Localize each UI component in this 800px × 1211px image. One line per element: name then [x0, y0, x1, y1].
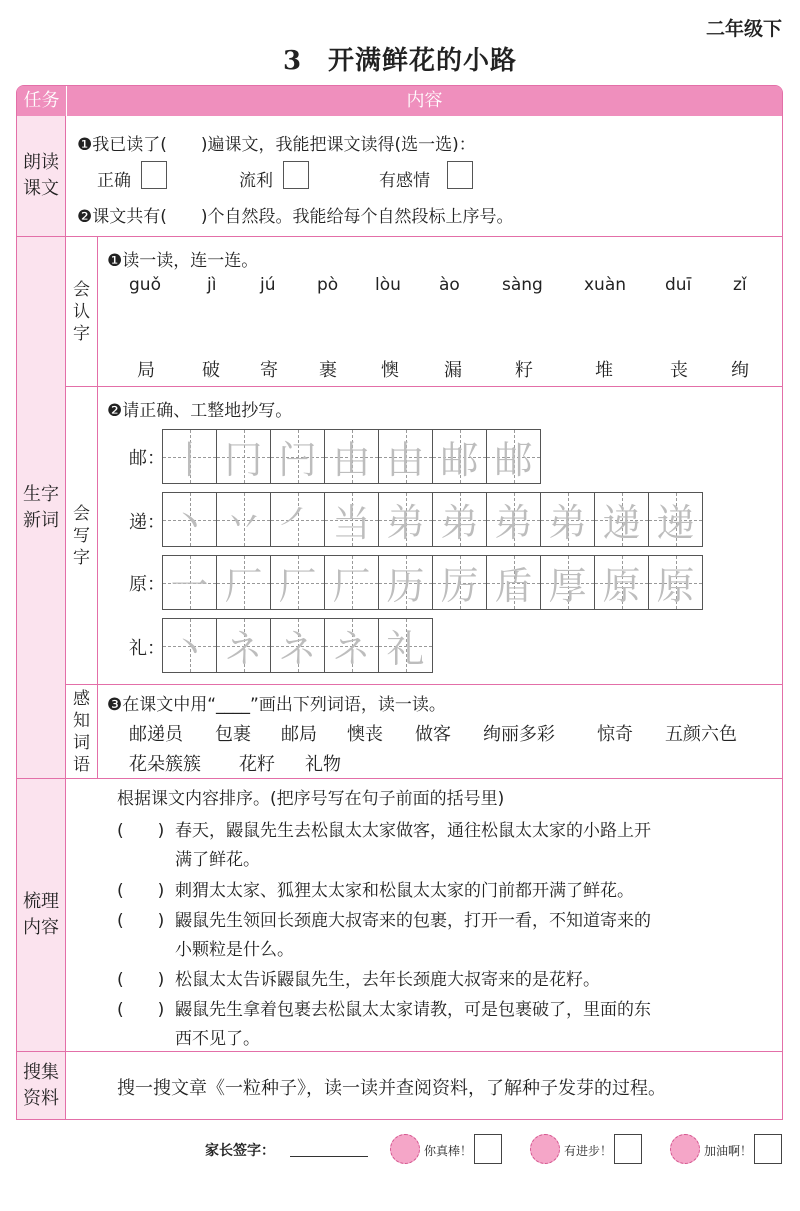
char-item: 破 — [202, 360, 220, 381]
grid-cell[interactable]: 丷 — [216, 492, 271, 547]
header-task: 任务 — [23, 90, 60, 111]
word-item: 邮局 — [281, 724, 317, 745]
grid-cell[interactable]: 厂 — [216, 555, 271, 610]
grid-cell[interactable]: 弟 — [486, 492, 541, 547]
char-item: 漏 — [444, 360, 462, 381]
grid-cell[interactable]: 邮 — [432, 429, 487, 484]
option-correct: 正确 — [97, 171, 131, 191]
char-item: 绚 — [731, 360, 749, 381]
badge-box[interactable] — [614, 1134, 642, 1164]
pinyin-item: xuàn — [584, 275, 627, 295]
pinyin-item: zǐ — [733, 275, 747, 295]
divider — [17, 778, 782, 779]
sort-bracket[interactable]: ( ) — [117, 881, 165, 901]
grid-cell[interactable]: 冂 — [216, 429, 271, 484]
write-grid-you[interactable] — [162, 429, 541, 484]
sun-face-icon — [530, 1134, 560, 1164]
grid-cell[interactable]: ㇒ — [270, 492, 325, 547]
page-title — [0, 40, 800, 77]
grid-cell[interactable]: 由 — [324, 429, 379, 484]
sort-item-line: 刺猬太太家、狐狸太太家和松鼠太太家的门前都开满了鲜花。 — [175, 881, 634, 901]
sort-bracket[interactable]: ( ) — [117, 911, 165, 931]
grid-cell[interactable]: 丶 — [162, 618, 217, 673]
grid-cell[interactable]: 厉 — [432, 555, 487, 610]
divider — [66, 684, 782, 685]
reading-question-2: ❷课文共有( )个自然段。我能给每个自然段标上序号。 — [77, 207, 514, 227]
pinyin-item: pò — [317, 275, 339, 295]
recognize-instruction: ❶读一读，连一连。 — [107, 251, 259, 271]
checkbox-correct[interactable] — [141, 161, 167, 189]
badge-label: 加油啊！ — [704, 1144, 753, 1158]
recognize-label: 会 认 字 — [66, 237, 98, 386]
sort-bracket[interactable]: ( ) — [117, 821, 165, 841]
divider — [17, 236, 782, 237]
sun-face-icon — [390, 1134, 420, 1164]
grid-cell[interactable]: 礼 — [378, 618, 433, 673]
pinyin-item: duī — [665, 275, 692, 295]
footer — [0, 1130, 800, 1170]
sort-item-line: 西不见了。 — [175, 1029, 260, 1049]
grid-cell[interactable]: 递 — [594, 492, 649, 547]
pinyin-item: jì — [207, 275, 217, 295]
grid-cell[interactable]: 历 — [378, 555, 433, 610]
write-row-label: 递： — [129, 512, 165, 533]
grid-cell[interactable]: 厂 — [270, 555, 325, 610]
write-label: 会 写 字 — [66, 387, 98, 684]
grid-cell[interactable]: 闩 — [270, 429, 325, 484]
sorting-label: 梳理 内容 — [17, 779, 66, 1051]
header-content: 内容 — [66, 86, 782, 116]
option-fluent: 流利 — [239, 171, 273, 191]
word-item: 花籽 — [239, 754, 275, 775]
sort-item-line: 鼹鼠先生拿着包裹去松鼠太太家请教，可是包裹破了，里面的东 — [175, 1000, 651, 1020]
parent-sign-label: 家长签字： — [205, 1143, 275, 1159]
checkbox-fluent[interactable] — [283, 161, 309, 189]
grid-cell[interactable]: 厚 — [540, 555, 595, 610]
char-item: 寄 — [260, 360, 278, 381]
signature-line[interactable] — [290, 1156, 368, 1157]
pinyin-item: lòu — [375, 275, 401, 295]
write-grid-di[interactable] — [162, 492, 703, 547]
word-item: 懊丧 — [347, 724, 383, 745]
collect-label: 搜集 资料 — [17, 1052, 66, 1119]
sort-item-line: 小颗粒是什么。 — [175, 940, 294, 960]
grid-cell[interactable]: ネ — [216, 618, 271, 673]
sorting-instruction: 根据课文内容排序。(把序号写在句子前面的括号里) — [117, 789, 505, 809]
sort-bracket[interactable]: ( ) — [117, 970, 165, 990]
write-row-label: 邮： — [129, 448, 165, 469]
grid-cell[interactable]: 丶 — [162, 492, 217, 547]
word-item: 邮递员 — [129, 724, 183, 745]
word-item: 做客 — [415, 724, 451, 745]
perceive-label: 感 知 词 语 — [66, 685, 98, 778]
reading-question-1: ❶我已读了( )遍课文，我能把课文读得(选一选)： — [77, 135, 476, 155]
pinyin-item: jú — [260, 275, 276, 295]
word-item: 包裹 — [215, 724, 251, 745]
word-item: 五颜六色 — [665, 724, 737, 745]
word-item: 礼物 — [305, 754, 341, 775]
sun-face-icon — [670, 1134, 700, 1164]
grid-cell[interactable]: ネ — [324, 618, 379, 673]
grid-cell[interactable]: 弟 — [432, 492, 487, 547]
lesson-title: 开满鲜花的小路 — [328, 46, 518, 76]
word-item: 花朵簇簇 — [129, 754, 201, 775]
grid-cell[interactable]: 当 — [324, 492, 379, 547]
pinyin-item: guǒ — [129, 275, 161, 295]
checkbox-emotion[interactable] — [447, 161, 473, 189]
new-words-label: 生字 新词 — [17, 237, 66, 778]
word-item: 惊奇 — [597, 724, 633, 745]
perceive-instruction: ❸在课文中用“____”画出下列词语，读一读。 — [107, 695, 446, 715]
option-emotion: 有感情 — [379, 171, 430, 191]
pinyin-item: ào — [439, 275, 460, 295]
badge-box[interactable] — [754, 1134, 782, 1164]
sort-item-line: 春天，鼹鼠先生去松鼠太太家做客，通往松鼠太太家的小路上开 — [175, 821, 651, 841]
grid-cell[interactable]: 一 — [162, 555, 217, 610]
grid-cell[interactable]: 弟 — [378, 492, 433, 547]
char-item: 懊 — [381, 360, 399, 381]
grid-cell[interactable]: 弟 — [540, 492, 595, 547]
char-item: 籽 — [515, 360, 533, 381]
grid-cell[interactable]: 丨 — [162, 429, 217, 484]
divider — [17, 1051, 782, 1052]
write-row-label: 原： — [129, 574, 165, 595]
write-row-label: 礼： — [129, 638, 165, 659]
grid-cell[interactable]: 厂 — [324, 555, 379, 610]
badge-label: 你真棒！ — [424, 1144, 473, 1158]
word-item: 绚丽多彩 — [483, 724, 555, 745]
char-item: 丧 — [670, 360, 688, 381]
badge-box[interactable] — [474, 1134, 502, 1164]
task-table — [16, 85, 783, 1120]
pinyin-item: sàng — [502, 275, 543, 295]
grid-cell[interactable]: 原 — [594, 555, 649, 610]
write-instruction: ❷请正确、工整地抄写。 — [107, 401, 293, 421]
grid-cell[interactable]: 邮 — [486, 429, 541, 484]
reading-label: 朗读 课文 — [17, 116, 66, 236]
grid-cell[interactable]: 由 — [378, 429, 433, 484]
sort-bracket[interactable]: ( ) — [117, 1000, 165, 1020]
char-item: 堆 — [595, 360, 613, 381]
lesson-number: 3 — [282, 46, 303, 76]
table-header — [17, 86, 782, 116]
divider — [66, 386, 782, 387]
sort-item-line: 满了鲜花。 — [175, 850, 260, 870]
sort-item-line: 鼹鼠先生领回长颈鹿大叔寄来的包裹，打开一看，不知道寄来的 — [175, 911, 651, 931]
grade-label: 二年级下 — [705, 18, 782, 40]
grid-cell[interactable]: ネ — [270, 618, 325, 673]
collect-text: 搜一搜文章《一粒种子》，读一读并查阅资料，了解种子发芽的过程。 — [117, 1078, 666, 1099]
grid-cell[interactable]: 原 — [648, 555, 703, 610]
grid-cell[interactable]: 盾 — [486, 555, 541, 610]
badge-label: 有进步！ — [564, 1144, 613, 1158]
write-grid-yuan[interactable] — [162, 555, 703, 610]
write-grid-li[interactable] — [162, 618, 433, 673]
grid-cell[interactable]: 递 — [648, 492, 703, 547]
char-item: 局 — [137, 360, 155, 381]
char-item: 裹 — [319, 360, 337, 381]
sort-item-line: 松鼠太太告诉鼹鼠先生，去年长颈鹿大叔寄来的是花籽。 — [175, 970, 600, 990]
